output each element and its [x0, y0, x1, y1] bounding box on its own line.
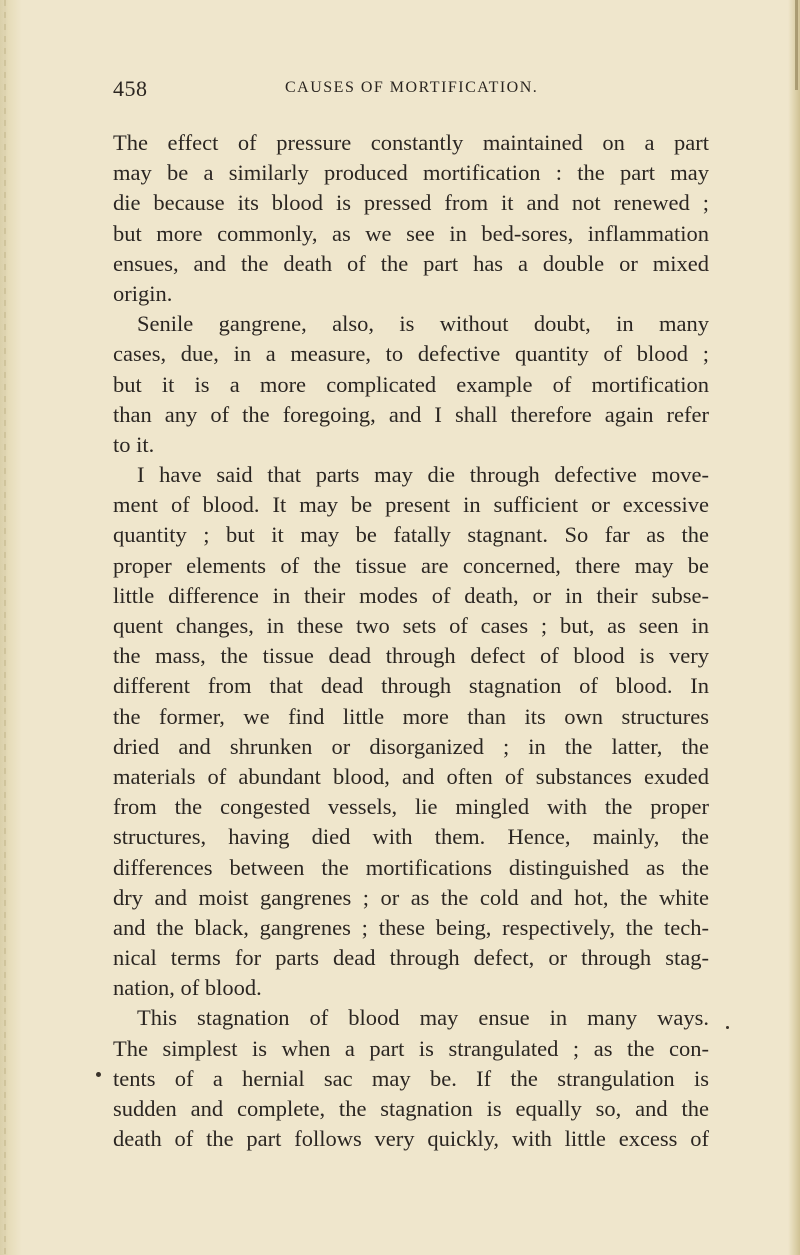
- text-line: Senile gangrene, also, is without doubt, in many: [137, 311, 709, 337]
- text-line: proper elements of the tissue are concerned, there may be: [113, 552, 709, 578]
- text-line: may be a similarly produced mortification : the part may: [113, 160, 709, 186]
- page-number: 458: [113, 76, 148, 101]
- text-line: but more commonly, as we see in bed-sores, inflammation: [113, 220, 709, 246]
- text-line: structures, having died with them. Hence, mainly, the: [113, 824, 709, 850]
- text-line: than any of the foregoing, and I shall therefore again refer: [113, 401, 709, 427]
- text-line: death of the part follows very quickly, with little excess of: [113, 1126, 709, 1152]
- ink-speck: [726, 1026, 729, 1029]
- text-line: to it.: [113, 431, 155, 457]
- text-line: but it is a more complicated example of mortification: [113, 371, 709, 397]
- text-line: differences between the mortifications distinguished as the: [113, 854, 709, 880]
- text-line: materials of abundant blood, and often of substances exuded: [113, 763, 709, 789]
- text-line: ment of blood. It may be present in sufficient or excessive: [113, 492, 709, 518]
- text-line: the former, we find little more than its own structures: [113, 703, 709, 729]
- text-line: different from that dead through stagnation of blood. In: [113, 673, 709, 699]
- text-line: quent changes, in these two sets of cases ; but, as seen in: [113, 613, 709, 638]
- book-binding-edge: [0, 0, 22, 1255]
- text-line: little difference in their modes of death, or in their subse-: [113, 582, 709, 608]
- text-line: origin.: [113, 280, 173, 306]
- text-line: sudden and complete, the stagnation is equally so, and the: [113, 1096, 709, 1121]
- text-line: dried and shrunken or disorganized ; in the latter, the: [113, 733, 709, 759]
- text-line: cases, due, in a measure, to defective quantity of blood ;: [113, 341, 709, 367]
- running-head: CAUSES OF MORTIFICATION.: [285, 79, 539, 96]
- text-line: tents of a hernial sac may be. If the strangulation is: [113, 1065, 709, 1091]
- text-line: The simplest is when a part is strangulated ; as the con-: [113, 1035, 709, 1061]
- text-line: from the congested vessels, lie mingled with the proper: [113, 794, 709, 820]
- text-line: ensues, and the death of the part has a double or mixed: [113, 250, 709, 276]
- text-line: and the black, gangrenes ; these being, respectively, the tech-: [113, 914, 709, 940]
- text-line: I have said that parts may die through defective move-: [137, 462, 709, 488]
- text-line: The effect of pressure constantly maintained on a part: [113, 130, 709, 155]
- text-line: This stagnation of blood may ensue in many ways.: [137, 1005, 709, 1031]
- text-line: the mass, the tissue dead through defect of blood is very: [113, 643, 709, 669]
- body-text: [113, 128, 709, 1154]
- text-line: die because its blood is pressed from it and not renewed ;: [113, 190, 709, 216]
- ink-speck: [96, 1072, 101, 1077]
- text-line: nation, of blood.: [113, 975, 262, 1001]
- text-line: nical terms for parts dead through defect, or through stag-: [113, 945, 709, 971]
- text-line: quantity ; but it may be fatally stagnant. So far as the: [113, 522, 709, 548]
- page-header: [113, 76, 713, 104]
- page-right-edge: [788, 0, 800, 1255]
- text-line: dry and moist gangrenes ; or as the cold and hot, the white: [113, 884, 709, 910]
